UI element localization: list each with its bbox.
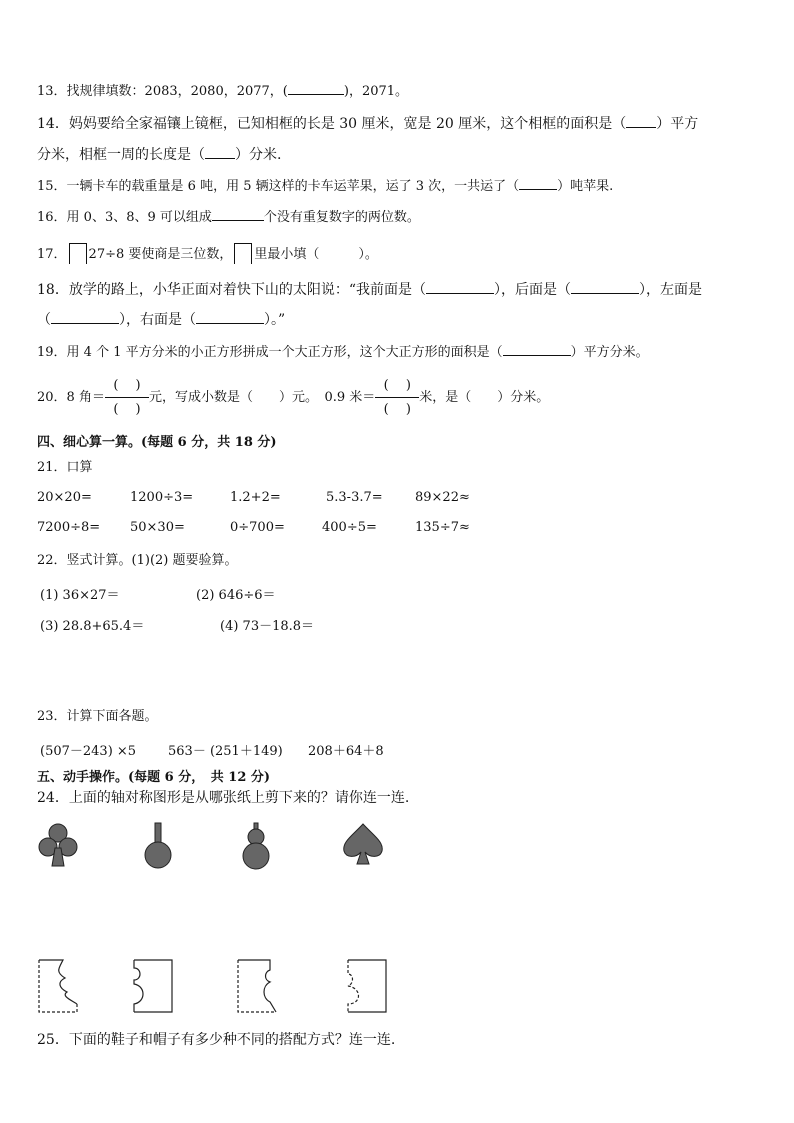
vertical-calc-item: (3) 28.8+65.4＝ [40,619,145,634]
oral-calc-item: 0÷700= [230,520,285,535]
q19-text-end: ）平方分米。 [570,345,649,360]
question-16 [37,208,420,227]
oral-calc-item: 50×30= [130,520,185,535]
vertical-calc-item: (2) 646÷6＝ [196,588,276,603]
q14-text-end: ）平方 [656,116,699,132]
fraction-numerator: ( ) [113,378,141,393]
oral-calc-item: 400÷5= [322,520,377,535]
q14-text2: 分米，相框一周的长度是（ [37,147,205,163]
answer-blank[interactable] [212,208,264,221]
q17-text-end: 里最小填（ ）。 [254,247,378,262]
oral-calc-item: 7200÷8= [37,520,101,535]
q17-number: 17． [37,247,67,262]
digit-box[interactable] [69,243,87,264]
q18-text2-end: ）。” [264,312,286,328]
q14-text: 14．妈妈要给全家福镶上镜框，已知相框的长是 30 厘米，宽是 20 厘米，这个相框的面积是（ [37,116,627,132]
vertical-calc-item: (1) 36×27＝ [40,588,120,603]
folded-paper-option-1[interactable] [37,958,79,1014]
answer-blank[interactable] [571,281,639,294]
question-20 [37,376,549,420]
q21-title: 21．口算 [37,460,93,475]
fraction-denominator: ( ) [383,402,411,417]
question-14-line2 [37,146,281,164]
fraction-blank[interactable] [105,376,149,419]
q20-text-mid: 元，写成小数是（ ）元。 0.9 米＝ [148,390,376,405]
question-13 [37,82,408,101]
expression-item: 563－ (251＋149) [168,744,283,759]
gourd-icon[interactable] [240,822,272,870]
question-19 [37,343,649,362]
digit-box[interactable] [234,243,252,264]
question-14-line1 [37,115,698,133]
q24-title: 24．上面的轴对称图形是从哪张纸上剪下来的？请你连一连. [37,790,410,806]
question-17 [37,243,378,264]
expression-item: 208＋64＋8 [308,744,384,759]
section-5-heading: 五、动手操作。(每题 6 分， 共 12 分) [37,770,271,785]
answer-blank[interactable] [205,146,235,159]
question-18-line1 [37,281,702,299]
club-icon[interactable] [36,822,80,868]
q18-text2-mid: ），右面是（ [119,312,196,328]
answer-blank[interactable] [626,115,656,128]
folded-paper-option-4[interactable] [344,958,388,1014]
q18-text-mid: ），后面是（ [493,282,571,298]
q23-title: 23．计算下面各题。 [37,709,158,724]
answer-blank[interactable] [51,311,119,324]
q15-text-end: ）吨苹果. [557,179,614,194]
q20-text-end: 米，是（ ）分米。 [419,390,550,405]
oral-calc-item: 1.2+2= [230,490,281,505]
folded-paper-option-2[interactable] [130,958,174,1014]
answer-blank[interactable] [519,177,557,190]
answer-blank[interactable] [196,311,264,324]
q18-text: 18．放学的路上，小华正面对着快下山的太阳说：“我前面是（ [37,282,426,298]
q25-title: 25．下面的鞋子和帽子有多少种不同的搭配方式？连一连. [37,1032,396,1048]
q14-text2-end: ）分米. [235,147,282,163]
vertical-calc-item: (4) 73－18.8＝ [220,619,315,634]
q20-text: 20．8 角＝ [37,390,105,405]
ladle-icon[interactable] [140,822,176,870]
answer-blank[interactable] [503,343,571,356]
question-15 [37,177,613,196]
q19-text: 19．用 4 个 1 平方分米的小正方形拼成一个大正方形，这个大正方形的面积是（ [37,345,503,360]
answer-blank[interactable] [288,82,344,95]
oral-calc-item: 135÷7≈ [415,520,470,535]
expression-item: (507－243) ×5 [40,744,137,759]
fraction-numerator: ( ) [383,378,411,393]
q17-text: 27÷8 要使商是三位数， [88,247,233,262]
q18-text2: （ [37,312,51,328]
answer-blank[interactable] [426,281,494,294]
fraction-denominator: ( ) [113,402,141,417]
question-18-line2 [37,311,285,329]
fraction-blank[interactable] [375,376,419,419]
oral-calc-item: 1200÷3= [130,490,194,505]
oral-calc-item: 20×20= [37,490,92,505]
oral-calc-item: 5.3-3.7= [326,490,383,505]
section-4-heading: 四、细心算一算。(每题 6 分，共 18 分) [37,435,277,450]
q16-text-end: 个没有重复数字的两位数。 [263,210,420,225]
q13-text: 13．找规律填数：2083，2080，2077，( [37,84,288,99]
q16-text: 16．用 0、3、8、9 可以组成 [37,210,212,225]
q18-text-end: ），左面是 [638,282,702,298]
q22-title: 22．竖式计算。(1)(2) 题要验算。 [37,553,238,568]
q15-text: 15．一辆卡车的载重量是 6 吨，用 5 辆这样的卡车运苹果，运了 3 次，一共运了（ [37,179,520,194]
spade-icon[interactable] [340,822,386,866]
oral-calc-item: 89×22≈ [415,490,470,505]
q13-text-end: )，2071。 [343,84,409,99]
folded-paper-option-3[interactable] [236,958,280,1014]
